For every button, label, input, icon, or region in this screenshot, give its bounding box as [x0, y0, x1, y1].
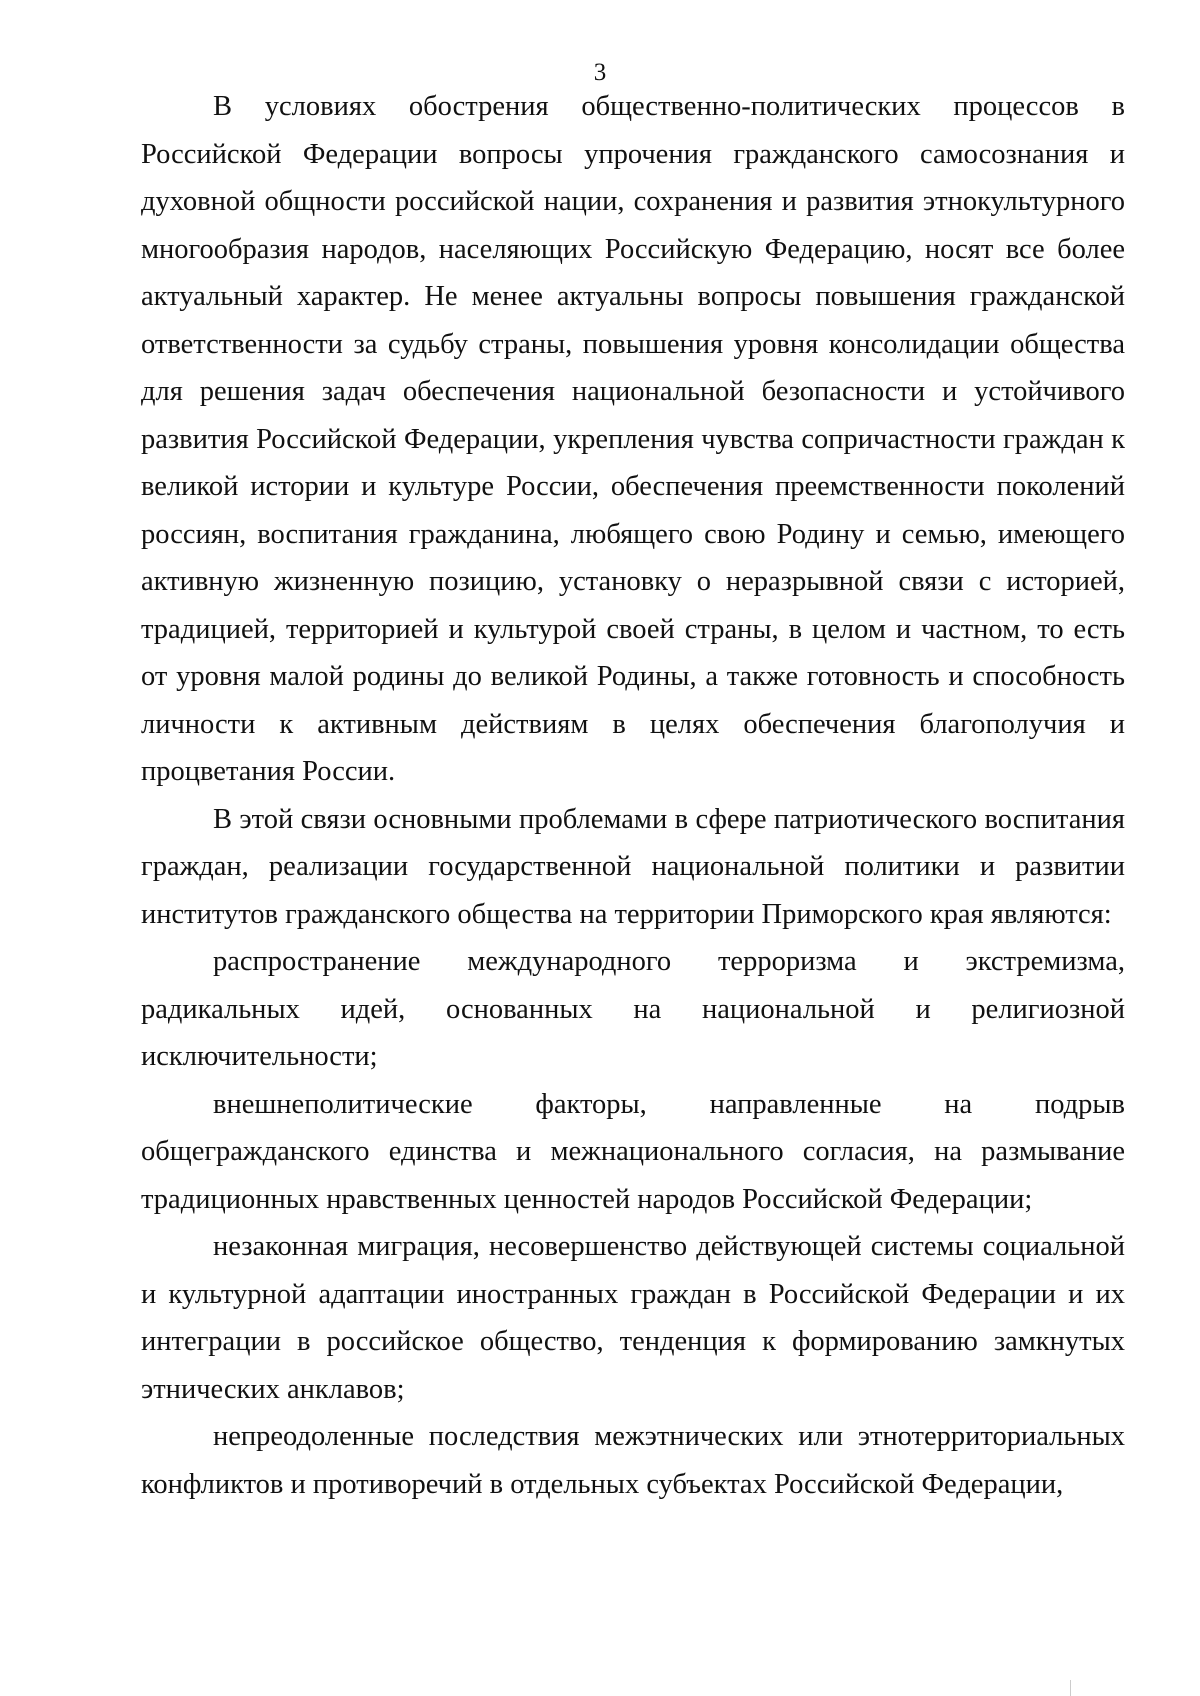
list-item-foreign-factors: внешнеполитические факторы, направленные на подрыв общегражданского единства и межнационального согласия, на размывание традиционных нравственных ценностей народов Российской Федерации; — [141, 1088, 1125, 1215]
paragraph-intro: В условиях обострения общественно-политических процессов в Российской Федерации вопросы упрочения гражданского самосознания и духовной общности российской нации, сохранения и развития этнокультурного многообразия народов, населяющих Российскую Федерацию, носят все более актуальный характер. Не менее актуальны вопросы повышения гражданской ответственности за судьбу страны, повышения уровня консолидации общества для решения задач обеспечения национальной безопасности и устойчивого развития Российской Федерации, укрепления чувства сопричастности граждан к великой истории и культуре России, обеспечения преемственности поколений россиян, воспитания гражданина, любящего свою Родину и семью, имеющего активную жизненную позицию, установку о неразрывной связи с историей, традицией, территорией и культурой своей страны, в целом и частном, то есть от уровня малой родины до великой Родины, а также готовность и способность личности к активным действиям в целях обеспечения благополучия и процветания России. — [141, 91, 1125, 787]
paragraph-problems-lead: В этой связи основными проблемами в сфере патриотического воспитания граждан, реализации государственной национальной политики и развитии институтов гражданского общества на территории Приморского края являются: — [141, 803, 1125, 930]
page-number: 3 — [593, 59, 607, 86]
list-item-terrorism: распространение международного терроризма и экстремизма, радикальных идей, основанных на национальной и религиозной исключительности; — [141, 946, 1125, 1072]
list-item-migration: незаконная миграция, несовершенство действующей системы социальной и культурной адаптации иностранных граждан в Российской Федерации и их интеграции в российское общество, тенденция к формированию замкнутых этнических анклавов; — [141, 1231, 1125, 1405]
document-body — [141, 83, 1125, 1508]
list-item-conflicts: непреодоленные последствия межэтнических или этнотерриториальных конфликтов и противоречий в отдельных субъектах Российской Федерации, — [141, 1421, 1125, 1500]
scan-mark — [1070, 1680, 1071, 1696]
